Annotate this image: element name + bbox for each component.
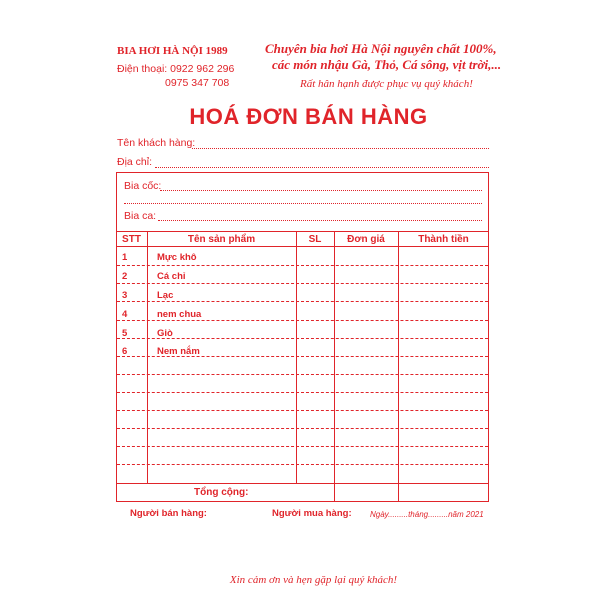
row-product-name: Lạc (157, 290, 174, 301)
row-stt: 3 (122, 290, 128, 301)
seller-label: Người bán hàng: (130, 508, 207, 519)
row-separator (117, 320, 488, 321)
row-separator (117, 446, 488, 447)
address-label: Địa chỉ: (117, 156, 153, 168)
slogan-line-2: các món nhậu Gà, Thỏ, Cá sông, vịt trời,... (272, 57, 502, 72)
thank-you-message: Xin cảm ơn và hẹn gặp lại quý khách! (229, 574, 398, 586)
phone-number-2: 0975 347 708 (165, 77, 230, 89)
row-separator (117, 464, 488, 465)
invoice-title: HOÁ ĐƠN BÁN HÀNG (189, 104, 428, 129)
row-separator (117, 265, 488, 266)
total-label: Tổng cộng: (194, 487, 249, 498)
bia-coc-label: Bia cốc: (124, 180, 162, 192)
row-separator (117, 301, 488, 302)
table-total-border (116, 483, 489, 484)
phone-label: Điện thoại: 0922 962 296 (117, 63, 235, 75)
column-divider (334, 231, 335, 502)
column-divider (398, 231, 399, 502)
row-separator (117, 410, 488, 411)
row-product-name: Mực khô (157, 252, 197, 263)
bia-ca-label: Bia ca: (124, 210, 157, 222)
bia-coc-field[interactable] (160, 190, 482, 191)
row-stt: 2 (122, 271, 128, 282)
slogan-line-1: Chuyên bia hơi Hà Nội nguyên chất 100%, (265, 41, 497, 56)
header-quantity: SL (308, 234, 322, 245)
row-stt: 4 (122, 309, 128, 320)
table-top-border (116, 231, 489, 232)
slogan-line-3: Rất hân hạnh được phục vụ quý khách! (300, 78, 473, 90)
row-separator (117, 392, 488, 393)
row-product-name: Giò (157, 328, 173, 339)
customer-name-field[interactable] (192, 148, 489, 149)
buyer-label: Người mua hàng: (272, 508, 352, 519)
table-header-border (116, 246, 489, 247)
row-stt: 1 (122, 252, 128, 263)
address-field[interactable] (155, 167, 489, 168)
customer-name-label: Tên khách hàng: (117, 137, 196, 149)
bia-coc-field-line-2[interactable] (124, 203, 482, 204)
row-separator (117, 374, 488, 375)
shop-name: BIA HƠI HÀ NỘI 1989 (117, 45, 228, 57)
header-stt: STT (122, 234, 141, 245)
header-product-name: Tên sản phẩm (187, 234, 256, 245)
date-line: Ngày.........tháng.........năm 2021 (370, 510, 484, 519)
row-stt: 6 (122, 346, 128, 357)
row-separator (117, 428, 488, 429)
bia-ca-field[interactable] (158, 220, 482, 221)
header-amount: Thành tiền (418, 234, 469, 245)
row-product-name: Cá chỉ (157, 271, 186, 282)
header-unit-price: Đơn giá (347, 234, 385, 245)
row-separator (117, 283, 488, 284)
row-product-name: Nem nắm (157, 346, 200, 357)
row-product-name: nem chua (157, 309, 202, 320)
row-stt: 5 (122, 328, 128, 339)
